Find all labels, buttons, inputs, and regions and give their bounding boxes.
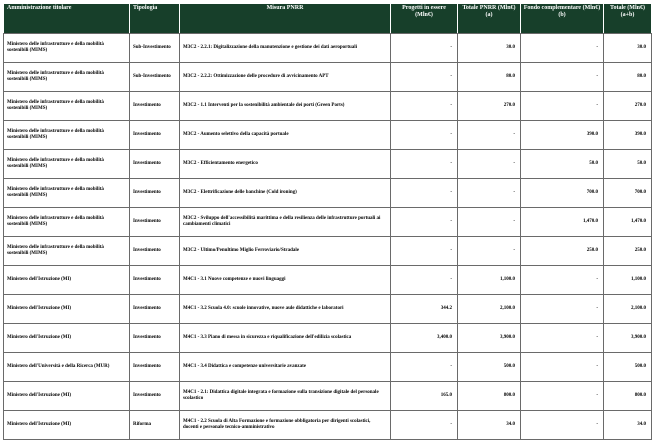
header-tipologia: Tipologia [130,4,180,34]
cell-totale: 700.0 [604,179,652,208]
cell-totale: 800.0 [604,382,652,411]
cell-amministrazione: Ministero delle infrastrutture e della mobilità sostenibili (MIMS) [4,63,130,92]
cell-totale: 390.0 [604,121,652,150]
header-misura: Misura PNRR [180,4,391,34]
cell-totale: 1,100.0 [604,266,652,295]
cell-fondo: - [521,92,604,121]
cell-totale-pnrr: 80.0 [458,63,521,92]
cell-misura: M3C2 - 2.2.1: Digitalizzazione della manutenzione e gestione dei dati aeroportuali [180,34,391,63]
cell-totale: 3,900.0 [604,324,652,353]
cell-totale-pnrr: 500.0 [458,353,521,382]
table-row [4,237,652,266]
table-row [4,63,652,92]
cell-tipologia: Investimento [130,179,180,208]
cell-fondo: - [521,382,604,411]
cell-misura: M4C1 - 2.2 Scuola di Alta Formazione e formazione obbligatoria per dirigenti scolastici, docenti e personale tecnico-amministrativo [180,411,391,440]
cell-totale-pnrr: 30.0 [458,34,521,63]
table-header-row [4,4,652,34]
cell-amministrazione: Ministero dell'Istruzione (MI) [4,266,130,295]
header-progetti: Progetti in essere (Mln€) [391,4,458,34]
cell-tipologia: Investimento [130,382,180,411]
cell-totale: 30.0 [604,34,652,63]
cell-totale-pnrr: - [458,208,521,237]
cell-misura: M3C2 - Efficientamento energetico [180,150,391,179]
cell-misura: M3C2 - Sviluppo dell'accessibilità marittima e della resilienza delle infrastrutture portuali ai cambiamenti climatici [180,208,391,237]
header-totale: Totale (Mln€) (a+b) [604,4,652,34]
table-row [4,34,652,63]
table-row [4,208,652,237]
cell-tipologia: Investimento [130,150,180,179]
cell-misura: M4C1 - 2.1: Didattica digitale integrata e formazione sulla transizione digitale del personale scolastico [180,382,391,411]
cell-progetti: 3,400.0 [391,324,458,353]
cell-amministrazione: Ministero dell'Istruzione (MI) [4,411,130,440]
cell-tipologia: Investimento [130,92,180,121]
cell-progetti: - [391,92,458,121]
cell-tipologia: Investimento [130,237,180,266]
cell-progetti: 165.0 [391,382,458,411]
cell-totale-pnrr: - [458,121,521,150]
table-row [4,295,652,324]
cell-fondo: - [521,63,604,92]
cell-tipologia: Investimento [130,266,180,295]
cell-misura: M3C2 - 1.1 Interventi per la sostenibilità ambientale dei porti (Green Ports) [180,92,391,121]
cell-amministrazione: Ministero dell'Università e della Ricerca (MUR) [4,353,130,382]
cell-fondo: 390.0 [521,121,604,150]
cell-progetti: - [391,208,458,237]
cell-tipologia: Sub-Investimento [130,63,180,92]
cell-fondo: 700.0 [521,179,604,208]
header-fondo: Fondo complementare (Mln€) (b) [521,4,604,34]
cell-totale-pnrr: 3,900.0 [458,324,521,353]
cell-progetti: - [391,411,458,440]
cell-tipologia: Sub-Investimento [130,34,180,63]
table-row [4,324,652,353]
cell-fondo: 50.0 [521,150,604,179]
table-row [4,266,652,295]
cell-misura: M4C1 - 3.4 Didattica e competenze universitarie avanzate [180,353,391,382]
cell-misura: M3C2 - Elettrificazione delle banchine (Cold ironing) [180,179,391,208]
cell-totale: 1,470.0 [604,208,652,237]
cell-fondo: - [521,353,604,382]
cell-progetti: - [391,179,458,208]
cell-totale: 2,100.0 [604,295,652,324]
cell-totale-pnrr: 1,100.0 [458,266,521,295]
cell-totale: 270.0 [604,92,652,121]
cell-totale: 50.0 [604,150,652,179]
cell-progetti: - [391,150,458,179]
cell-fondo: - [521,411,604,440]
header-amministrazione: Amministrazione titolare [4,4,130,34]
cell-totale: 500.0 [604,353,652,382]
cell-misura: M3C2 - 2.2.2: Ottimizzazione delle procedure di avvicinamento APT [180,63,391,92]
cell-totale: 34.0 [604,411,652,440]
cell-progetti: - [391,353,458,382]
cell-amministrazione: Ministero dell'Istruzione (MI) [4,295,130,324]
cell-tipologia: Investimento [130,208,180,237]
cell-amministrazione: Ministero delle infrastrutture e della mobilità sostenibili (MIMS) [4,34,130,63]
cell-amministrazione: Ministero delle infrastrutture e della mobilità sostenibili (MIMS) [4,208,130,237]
table-row [4,92,652,121]
table-row [4,382,652,411]
cell-progetti: - [391,121,458,150]
pnrr-measures-table [3,3,652,440]
cell-totale-pnrr: 34.0 [458,411,521,440]
cell-tipologia: Riforma [130,411,180,440]
cell-totale: 80.0 [604,63,652,92]
cell-amministrazione: Ministero dell'Istruzione (MI) [4,382,130,411]
cell-totale-pnrr: 2,100.0 [458,295,521,324]
cell-progetti: - [391,266,458,295]
cell-fondo: - [521,34,604,63]
table-body [4,34,652,440]
cell-amministrazione: Ministero delle infrastrutture e della mobilità sostenibili (MIMS) [4,179,130,208]
cell-misura: M4C1 - 3.2 Scuola 4.0: scuole innovative, nuove aule didattiche e laboratori [180,295,391,324]
table-row [4,411,652,440]
cell-totale-pnrr: - [458,237,521,266]
cell-totale-pnrr: - [458,150,521,179]
cell-tipologia: Investimento [130,121,180,150]
cell-misura: M4C1 - 3.3 Piano di messa in sicurezza e riqualificazione dell'edilizia scolastica [180,324,391,353]
table-row [4,353,652,382]
cell-tipologia: Investimento [130,324,180,353]
cell-tipologia: Investimento [130,295,180,324]
cell-progetti: - [391,34,458,63]
cell-fondo: 1,470.0 [521,208,604,237]
cell-amministrazione: Ministero delle infrastrutture e della mobilità sostenibili (MIMS) [4,237,130,266]
cell-misura: M3C2 - Ultimo/Penultimo Miglio Ferroviario/Stradale [180,237,391,266]
table-row [4,150,652,179]
cell-totale-pnrr: 270.0 [458,92,521,121]
cell-amministrazione: Ministero delle infrastrutture e della mobilità sostenibili (MIMS) [4,150,130,179]
cell-amministrazione: Ministero delle infrastrutture e della mobilità sostenibili (MIMS) [4,92,130,121]
cell-amministrazione: Ministero delle infrastrutture e della mobilità sostenibili (MIMS) [4,121,130,150]
cell-tipologia: Investimento [130,353,180,382]
table-row [4,121,652,150]
cell-progetti: - [391,63,458,92]
cell-totale: 250.0 [604,237,652,266]
cell-progetti: 344.2 [391,295,458,324]
cell-amministrazione: Ministero dell'Istruzione (MI) [4,324,130,353]
cell-misura: M3C2 - Aumento selettivo della capacità portuale [180,121,391,150]
cell-progetti: - [391,237,458,266]
cell-fondo: - [521,266,604,295]
cell-fondo: 250.0 [521,237,604,266]
cell-totale-pnrr: 800.0 [458,382,521,411]
cell-misura: M4C1 - 3.1 Nuove competenze e nuovi linguaggi [180,266,391,295]
table-row [4,179,652,208]
cell-fondo: - [521,324,604,353]
cell-fondo: - [521,295,604,324]
cell-totale-pnrr: - [458,179,521,208]
header-totale-pnrr: Totale PNRR (Mln€) (a) [458,4,521,34]
